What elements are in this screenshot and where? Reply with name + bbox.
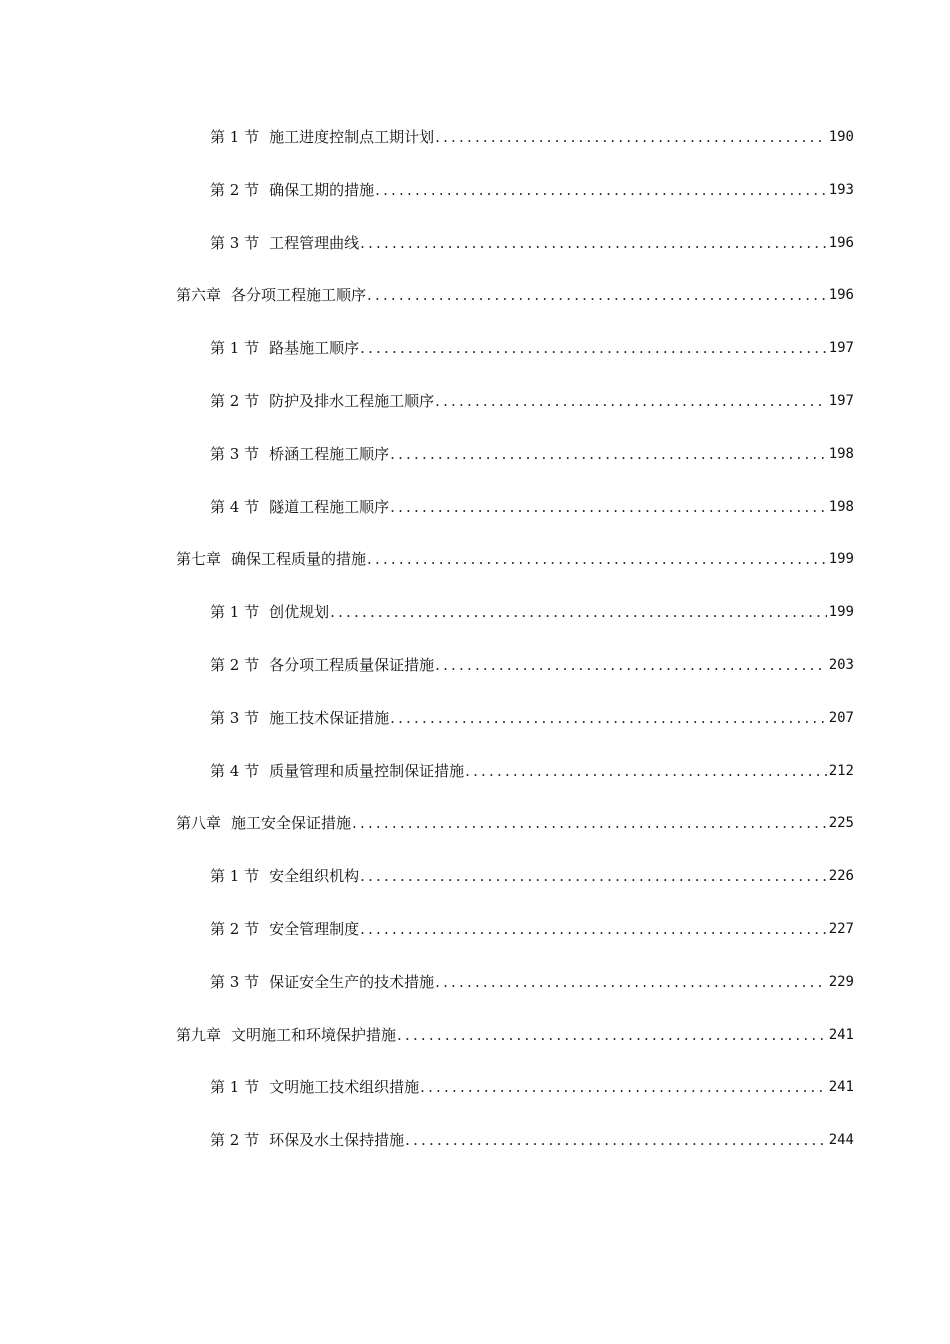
toc-entry-title: 施工安全保证措施 [231, 814, 352, 833]
toc-entry-label [210, 335, 359, 361]
toc-entry-label [176, 546, 366, 572]
toc-dot-leader [390, 441, 827, 467]
toc-page-number: 197 [828, 392, 854, 409]
toc-page-number: 199 [828, 604, 854, 621]
toc-entry[interactable] [0, 124, 950, 177]
toc-entry-title: 施工进度控制点工期计划 [269, 128, 435, 146]
toc-entry-title: 保证安全生产的技术措施 [269, 972, 435, 991]
toc-entry-number: 第 3 节 [210, 972, 260, 991]
toc-entry-number: 第 1 节 [210, 128, 260, 146]
toc-entry-label [210, 916, 359, 942]
toc-entry[interactable] [0, 441, 950, 494]
toc-entry-title: 各分项工程质量保证措施 [269, 655, 435, 674]
toc-dot-leader [360, 863, 827, 889]
toc-page-number: 225 [828, 815, 854, 832]
toc-page-number: 198 [828, 498, 854, 515]
toc-entry-title: 质量管理和质量控制保证措施 [269, 761, 465, 780]
toc-entry[interactable] [0, 1127, 950, 1180]
toc-entry-number: 第 4 节 [210, 497, 260, 516]
toc-entry-label [176, 810, 351, 836]
toc-entry-label [210, 863, 359, 889]
toc-entry-number: 第 3 节 [210, 708, 260, 727]
toc-page-number: 227 [828, 920, 854, 937]
toc-page-number: 241 [828, 1079, 854, 1096]
toc-entry-label [210, 494, 389, 520]
toc-dot-leader [420, 1074, 827, 1100]
toc-dot-leader [405, 1127, 827, 1153]
toc-entry-title: 确保工期的措施 [269, 180, 375, 199]
toc-page-number: 241 [828, 1026, 854, 1043]
toc-entry[interactable] [0, 652, 950, 705]
toc-entry[interactable] [0, 335, 950, 388]
toc-entry-number: 第 2 节 [210, 1131, 260, 1150]
toc-page-number: 244 [828, 1132, 854, 1149]
toc-entry-number: 第 3 节 [210, 233, 260, 252]
toc-page-number: 212 [828, 762, 854, 779]
toc-entry-label [210, 177, 374, 203]
toc-dot-leader [390, 705, 827, 731]
toc-dot-leader [397, 1022, 827, 1048]
toc-dot-leader [367, 282, 827, 308]
toc-entry-title: 隧道工程施工顺序 [269, 497, 390, 516]
toc-page-number: 203 [828, 656, 854, 673]
toc-dot-leader [465, 758, 827, 784]
toc-entry-title: 环保及水土保持措施 [269, 1131, 405, 1150]
toc-page-number: 207 [828, 709, 854, 726]
toc-entry-title: 文明施工和环境保护措施 [231, 1025, 397, 1044]
toc-entry[interactable] [0, 1074, 950, 1127]
toc-entry-label [176, 1022, 396, 1048]
toc-entry-label [210, 1127, 404, 1153]
toc-entry-title: 各分项工程施工顺序 [231, 286, 367, 305]
toc-entry-number: 第七章 [176, 550, 222, 569]
toc-page-number: 193 [828, 181, 854, 198]
toc-page-number: 198 [828, 445, 854, 462]
toc-entry-label [210, 230, 359, 256]
toc-page-number: 196 [828, 287, 854, 304]
toc-entry-title: 工程管理曲线 [269, 233, 360, 252]
toc-entry-label [210, 705, 389, 731]
toc-entry-label [210, 1074, 419, 1100]
toc-dot-leader [360, 335, 827, 361]
toc-entry-number: 第九章 [176, 1025, 222, 1044]
toc-entry-label [210, 599, 329, 625]
toc-entry-title: 文明施工技术组织措施 [269, 1078, 420, 1097]
toc-entry-number: 第 2 节 [210, 391, 260, 410]
toc-dot-leader [435, 652, 827, 678]
toc-entry-label [210, 388, 434, 414]
toc-entry-number: 第 2 节 [210, 919, 260, 938]
toc-entry-number: 第 3 节 [210, 444, 260, 463]
toc-dot-leader [352, 810, 827, 836]
toc-dot-leader [435, 388, 827, 414]
toc-entry-number: 第八章 [176, 814, 222, 833]
toc-entry-number: 第 1 节 [210, 867, 260, 886]
toc-entry[interactable] [0, 388, 950, 441]
toc-page-number: 196 [828, 234, 854, 251]
toc-page-number: 199 [828, 551, 854, 568]
toc-entry[interactable] [0, 916, 950, 969]
toc-chapter-entry[interactable] [0, 1022, 950, 1075]
toc-entry-title: 安全组织机构 [269, 867, 360, 886]
toc-entry-number: 第 2 节 [210, 655, 260, 674]
toc-entry-label [210, 124, 434, 150]
toc-chapter-entry[interactable] [0, 546, 950, 599]
toc-entry[interactable] [0, 599, 950, 652]
toc-dot-leader [360, 916, 827, 942]
toc-entry[interactable] [0, 969, 950, 1022]
toc-entry-number: 第六章 [176, 286, 222, 305]
toc-entry-title: 创优规划 [269, 603, 330, 622]
toc-entry-label [210, 969, 434, 995]
toc-dot-leader [367, 546, 827, 572]
toc-entry-label [210, 758, 464, 784]
toc-dot-leader [390, 494, 827, 520]
toc-entry-number: 第 2 节 [210, 180, 260, 199]
toc-entry-number: 第 1 节 [210, 603, 260, 622]
toc-entry-number: 第 1 节 [210, 1078, 260, 1097]
toc-page-number: 197 [828, 340, 854, 357]
toc-chapter-entry[interactable] [0, 282, 950, 335]
toc-entry-title: 施工技术保证措施 [269, 708, 390, 727]
toc-entry-title: 路基施工顺序 [269, 339, 360, 358]
toc-entry-title: 桥涵工程施工顺序 [269, 444, 390, 463]
toc-entry[interactable] [0, 494, 950, 547]
toc-entry-title: 确保工程质量的措施 [231, 550, 367, 569]
toc-entry-title: 防护及排水工程施工顺序 [269, 391, 435, 410]
toc-entry-label [176, 282, 366, 308]
toc-page-number: 226 [828, 868, 854, 885]
toc-entry[interactable] [0, 177, 950, 230]
toc-page-number: 229 [828, 973, 854, 990]
toc-entry-title: 安全管理制度 [269, 919, 360, 938]
toc-entry[interactable] [0, 705, 950, 758]
toc-entry[interactable] [0, 863, 950, 916]
toc-dot-leader [360, 230, 827, 256]
toc-entry-label [210, 652, 434, 678]
toc-entry[interactable] [0, 758, 950, 811]
toc-entry[interactable] [0, 230, 950, 283]
toc-entry-number: 第 1 节 [210, 339, 260, 358]
toc-dot-leader [330, 599, 827, 625]
toc-dot-leader [375, 177, 827, 203]
toc-entry-label [210, 441, 389, 467]
toc-dot-leader [435, 124, 827, 150]
table-of-contents [0, 124, 950, 1180]
toc-entry-number: 第 4 节 [210, 761, 260, 780]
toc-page-number: 190 [828, 129, 854, 145]
toc-chapter-entry[interactable] [0, 810, 950, 863]
toc-dot-leader [435, 969, 827, 995]
